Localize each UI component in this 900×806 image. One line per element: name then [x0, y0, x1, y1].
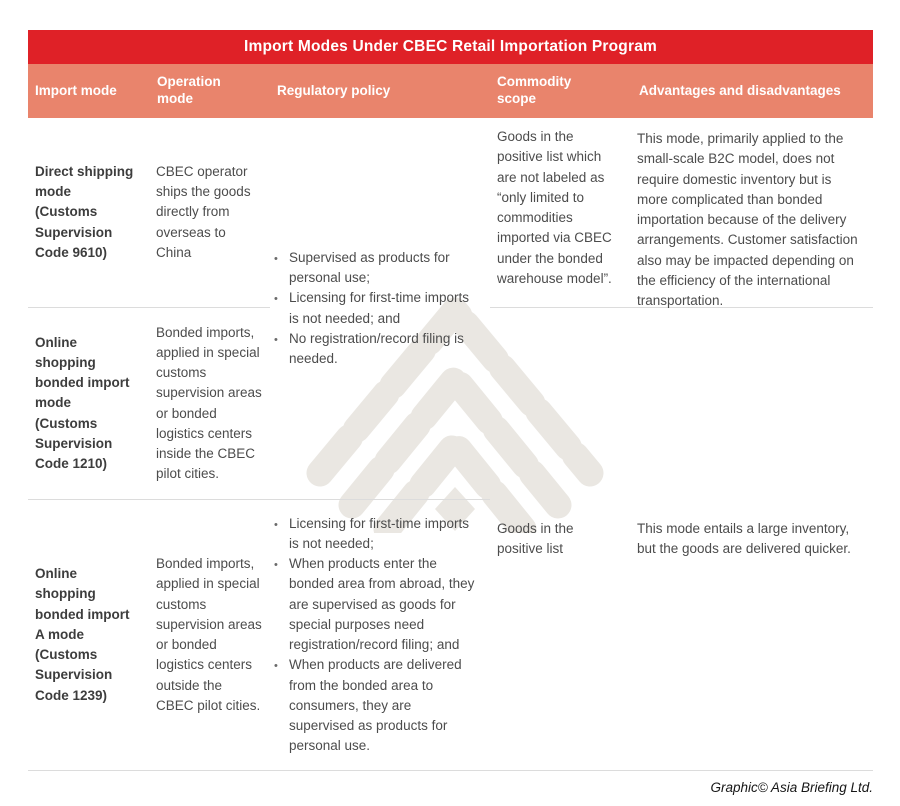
bullet-dot-icon: •: [274, 293, 278, 306]
column-header-label: Commodity scope: [497, 74, 572, 106]
policy-bullet-text: Licensing for first-time imports is not needed; and: [289, 290, 470, 326]
bullet-dot-icon: •: [274, 252, 278, 265]
cell-commodity-scope-rows2-3: [490, 308, 632, 770]
cell-regulatory-policy-row3: [270, 500, 490, 770]
table-header-row: [28, 64, 873, 118]
policy-bullet-text: No registration/record filing is needed.: [289, 330, 464, 366]
column-header-label: Import mode: [35, 82, 117, 98]
advantages-text: This mode entails a large inventory, but the goods are delivered quicker.: [637, 520, 851, 556]
credit-text: Graphic© Asia Briefing Ltd.: [710, 780, 873, 795]
policy-bullet: [270, 288, 475, 329]
bullet-dot-icon: •: [274, 559, 278, 571]
bullet-dot-icon: •: [274, 660, 278, 673]
operation-mode-text: Bonded imports, applied in special customs supervision areas or bonded logistics centers outside the CBEC pilot cities.: [156, 556, 262, 713]
cell-import-mode-row2: [28, 308, 150, 500]
column-header-operation-mode: [150, 64, 270, 118]
commodity-scope-text: Goods in the positive list: [497, 520, 574, 556]
import-mode-text: Online shopping bonded import A mode (Customs Supervision Code 1239): [35, 566, 130, 703]
cell-operation-mode-row2: [150, 308, 270, 500]
policy-bullet-text: When products are delivered from the bonded area to consumers, they are supervised as products for personal use.: [289, 657, 462, 754]
policy-bullet: [270, 655, 475, 756]
cell-advantages-row1: [632, 118, 873, 308]
bullet-dot-icon: •: [274, 518, 278, 531]
table-footer: [28, 770, 873, 797]
policy-bullet-text: Licensing for first-time imports is not needed;: [289, 515, 470, 551]
import-mode-text: Direct shipping mode (Customs Supervision Code 9610): [35, 163, 134, 260]
cell-operation-mode-row3: [150, 500, 270, 770]
cell-operation-mode-row1: [150, 118, 270, 308]
cell-regulatory-policy-rows1-2: [270, 118, 490, 500]
column-header-regulatory-policy: [270, 64, 490, 118]
policy-bullet: [270, 514, 475, 555]
table-title: Import Modes Under CBEC Retail Importation Program: [28, 30, 873, 64]
cell-import-mode-row1: [28, 118, 150, 308]
policy-bullet-text: Supervised as products for personal use;: [289, 249, 450, 285]
advantages-text: This mode, primarily applied to the small-scale B2C model, does not require domestic inventory but is more complicated than bonded importation because of the delivery arrangements. Customer satisfaction also may be impacted depending on the efficiency of the international transportation.: [637, 131, 858, 308]
column-header-advantages: [632, 64, 873, 118]
policy-bullet: [270, 248, 475, 289]
cell-import-mode-row3: [28, 500, 150, 770]
import-modes-table: [28, 30, 873, 797]
commodity-scope-text: Goods in the positive list which are not labeled as “only limited to commodities imported via CBEC under the bonded warehouse model”.: [497, 129, 612, 286]
operation-mode-text: Bonded imports, applied in special customs supervision areas or bonded logistics centers inside the CBEC pilot cities.: [156, 324, 262, 482]
table-body: [28, 118, 873, 770]
column-header-label: Operation mode: [157, 74, 221, 106]
bullet-dot-icon: •: [274, 333, 278, 346]
cell-commodity-scope-row1: [490, 118, 632, 308]
operation-mode-text: CBEC operator ships the goods directly from overseas to China: [156, 163, 251, 260]
column-header-commodity-scope: [490, 64, 632, 118]
policy-bullet: [270, 554, 475, 655]
column-header-label: Advantages and disadvantages: [639, 82, 841, 98]
policy-bullet-text: When products enter the bonded area from abroad, they are supervised as goods for special purposes need registration/record filing; and: [289, 556, 475, 652]
column-header-label: Regulatory policy: [277, 82, 391, 98]
cell-advantages-rows2-3: [632, 308, 873, 770]
column-header-import-mode: [28, 64, 150, 118]
policy-bullet: [270, 329, 475, 370]
import-mode-text: Online shopping bonded import mode (Customs Supervision Code 1210): [35, 334, 130, 472]
